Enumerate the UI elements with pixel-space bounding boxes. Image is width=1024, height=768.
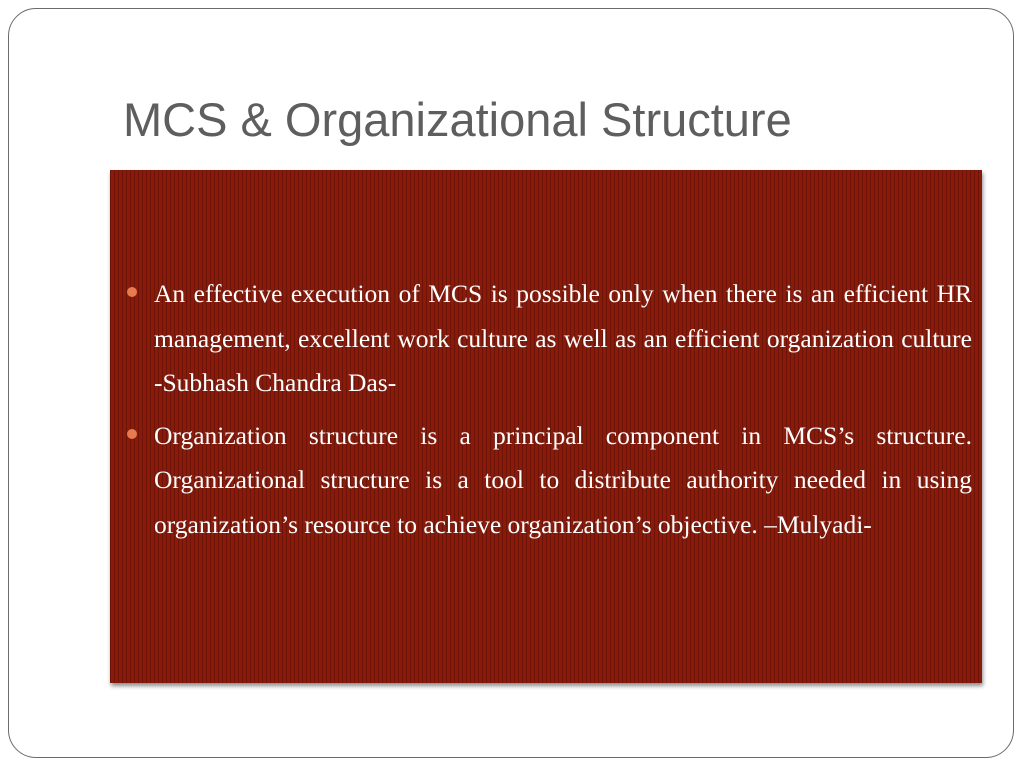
bullet-item: [154, 414, 972, 548]
bullet-dot-icon: [127, 287, 137, 297]
bullet-item: [154, 272, 972, 406]
bullet-list: [154, 272, 972, 555]
slide-title: MCS & Organizational Structure: [123, 93, 792, 146]
bullet-text: Organization structure is a principal component in MCS’s structure. Organizational structure is a tool to distribute authority needed in using organization’s resource to achieve organization’s objective. –Mulyadi-: [154, 420, 972, 539]
slide: [8, 8, 1014, 758]
bullet-text: An effective execution of MCS is possible only when there is an efficient HR management, excellent work culture as well as an efficient organization culture -Subhash Chandra Das-: [154, 279, 972, 397]
bullet-dot-icon: [127, 429, 137, 439]
content-box: [110, 170, 982, 683]
